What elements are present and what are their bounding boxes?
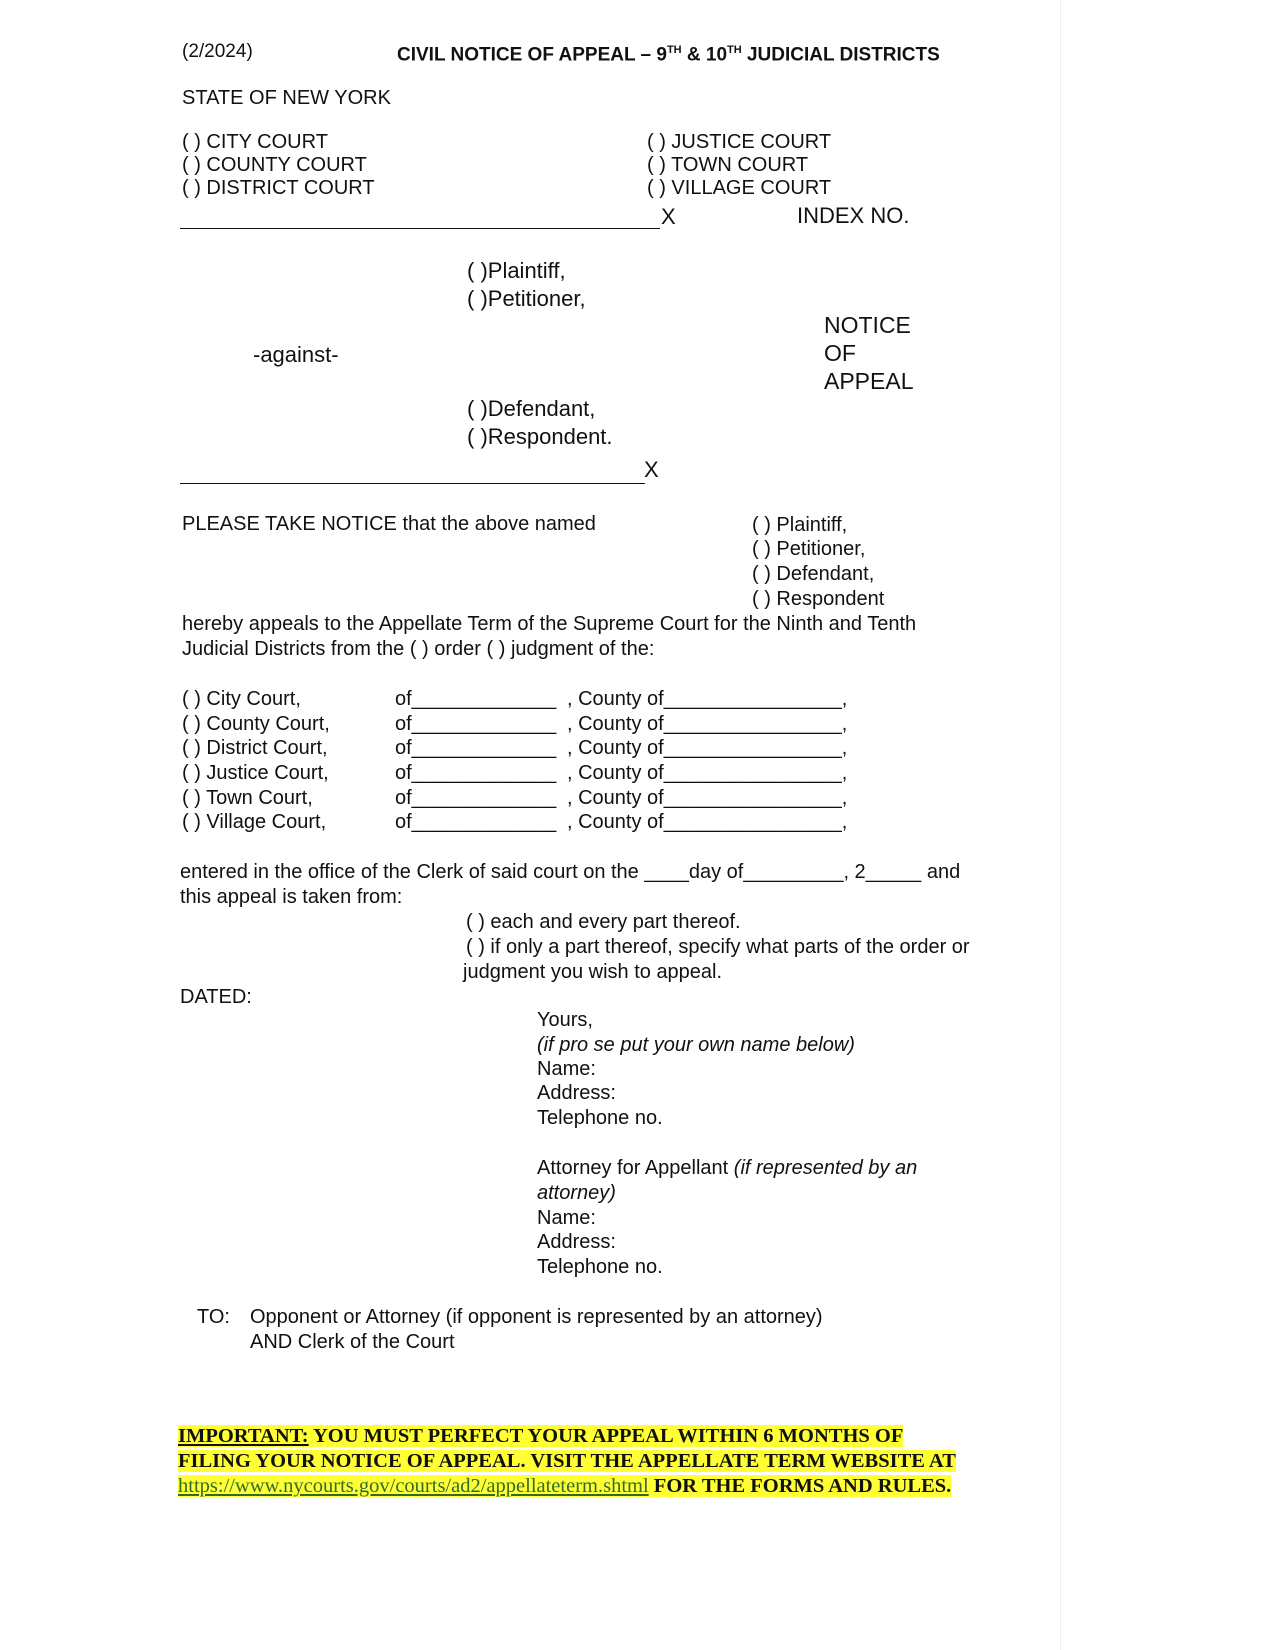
attorney-address-field[interactable]: Address: (537, 1231, 616, 1253)
appeal-text-2: Judicial Districts from the ( ) order ( ) judgment of the: (182, 638, 655, 660)
yours-label: Yours, (537, 1009, 593, 1031)
court-row-court[interactable]: ( ) Justice Court, (182, 762, 329, 784)
to-recipient-1: Opponent or Attorney (if opponent is represented by an attorney) (250, 1306, 823, 1328)
important-notice-line3: https://www.nycourts.gov/courts/ad2/appellateterm.shtml FOR THE FORMS AND RULES. (178, 1475, 952, 1497)
notice-heading-1: NOTICE (824, 312, 911, 338)
caption-bottom-line (180, 483, 645, 484)
court-row-of-field[interactable]: of_____________ (395, 713, 557, 735)
notice-heading-3: APPEAL (824, 368, 914, 394)
appeal-text-1: hereby appeals to the Appellate Term of the Supreme Court for the Ninth and Tenth (182, 613, 917, 635)
name-field[interactable]: Name: (537, 1058, 596, 1080)
court-checkbox-village[interactable]: ( ) VILLAGE COURT (647, 177, 832, 199)
important-notice-line2: FILING YOUR NOTICE OF APPEAL. VISIT THE APPELLATE TERM WEBSITE AT (178, 1450, 956, 1472)
party-plaintiff[interactable]: ( ) Plaintiff, (752, 514, 848, 536)
court-checkbox-justice[interactable]: ( ) JUSTICE COURT (647, 131, 832, 153)
to-recipient-2: AND Clerk of the Court (250, 1331, 455, 1353)
defendant-checkbox[interactable]: ( )Defendant, (467, 396, 596, 421)
court-row-county-field[interactable]: , County of________________, (567, 787, 848, 809)
plaintiff-checkbox[interactable]: ( )Plaintiff, (467, 258, 566, 283)
to-label: TO: (197, 1306, 230, 1328)
notice-intro: PLEASE TAKE NOTICE that the above named (182, 513, 596, 535)
important-notice-line1: IMPORTANT: YOU MUST PERFECT YOUR APPEAL WITHIN 6 MONTHS OF (178, 1425, 904, 1447)
respondent-checkbox[interactable]: ( )Respondent. (467, 424, 613, 449)
court-row-of-field[interactable]: of_____________ (395, 811, 557, 833)
form-title: CIVIL NOTICE OF APPEAL – 9TH & 10TH JUDICIAL DISTRICTS (397, 44, 940, 66)
attorney-telephone-field[interactable]: Telephone no. (537, 1256, 663, 1278)
attorney-name-field[interactable]: Name: (537, 1207, 596, 1229)
state-heading: STATE OF NEW YORK (182, 87, 391, 109)
appeal-taken-text: this appeal is taken from: (180, 886, 403, 908)
entered-text: entered in the office of the Clerk of said court on the ____day of_________, 2_____ and (180, 861, 961, 883)
page-edge (1060, 0, 1061, 1650)
court-row-county-field[interactable]: , County of________________, (567, 713, 848, 735)
petitioner-checkbox[interactable]: ( )Petitioner, (467, 286, 586, 311)
revision-date: (2/2024) (182, 41, 253, 62)
court-row-county-field[interactable]: , County of________________, (567, 762, 848, 784)
appeal-scope-whole[interactable]: ( ) each and every part thereof. (466, 911, 741, 933)
telephone-field[interactable]: Telephone no. (537, 1107, 663, 1129)
court-row-county-field[interactable]: , County of________________, (567, 737, 848, 759)
caption-top-line (180, 228, 660, 229)
appeal-scope-part-2: judgment you wish to appeal. (463, 961, 723, 983)
court-checkbox-town[interactable]: ( ) TOWN COURT (647, 154, 809, 176)
court-row-court[interactable]: ( ) Town Court, (182, 787, 313, 809)
court-row-of-field[interactable]: of_____________ (395, 688, 557, 710)
pro-se-note: (if pro se put your own name below) (537, 1034, 855, 1056)
party-petitioner[interactable]: ( ) Petitioner, (752, 538, 866, 560)
caption-x-mark-bottom: X (644, 457, 659, 482)
court-row-court[interactable]: ( ) City Court, (182, 688, 301, 710)
court-row-of-field[interactable]: of_____________ (395, 762, 557, 784)
address-field[interactable]: Address: (537, 1082, 616, 1104)
appellate-term-link[interactable]: https://www.nycourts.gov/courts/ad2/appellateterm.shtml (178, 1475, 649, 1497)
court-checkbox-city[interactable]: ( ) CITY COURT (182, 131, 328, 153)
court-row-county-field[interactable]: , County of________________, (567, 688, 848, 710)
notice-heading-2: OF (824, 340, 856, 366)
court-row-court[interactable]: ( ) Village Court, (182, 811, 327, 833)
court-row-of-field[interactable]: of_____________ (395, 787, 557, 809)
caption-x-mark: X (661, 204, 676, 229)
dated-label: DATED: (180, 986, 252, 1008)
index-no-label: INDEX NO. (797, 203, 910, 228)
court-checkbox-district[interactable]: ( ) DISTRICT COURT (182, 177, 375, 199)
attorney-label-cont: attorney) (537, 1182, 616, 1204)
court-checkbox-county[interactable]: ( ) COUNTY COURT (182, 154, 367, 176)
court-row-court[interactable]: ( ) County Court, (182, 713, 330, 735)
court-row-county-field[interactable]: , County of________________, (567, 811, 848, 833)
court-row-of-field[interactable]: of_____________ (395, 737, 557, 759)
attorney-label: Attorney for Appellant (if represented by an (537, 1157, 918, 1179)
appeal-scope-part[interactable]: ( ) if only a part thereof, specify what parts of the order or (466, 936, 970, 958)
party-defendant[interactable]: ( ) Defendant, (752, 563, 875, 585)
party-respondent[interactable]: ( ) Respondent (752, 588, 885, 610)
against-label: -against- (253, 342, 339, 367)
court-row-court[interactable]: ( ) District Court, (182, 737, 328, 759)
